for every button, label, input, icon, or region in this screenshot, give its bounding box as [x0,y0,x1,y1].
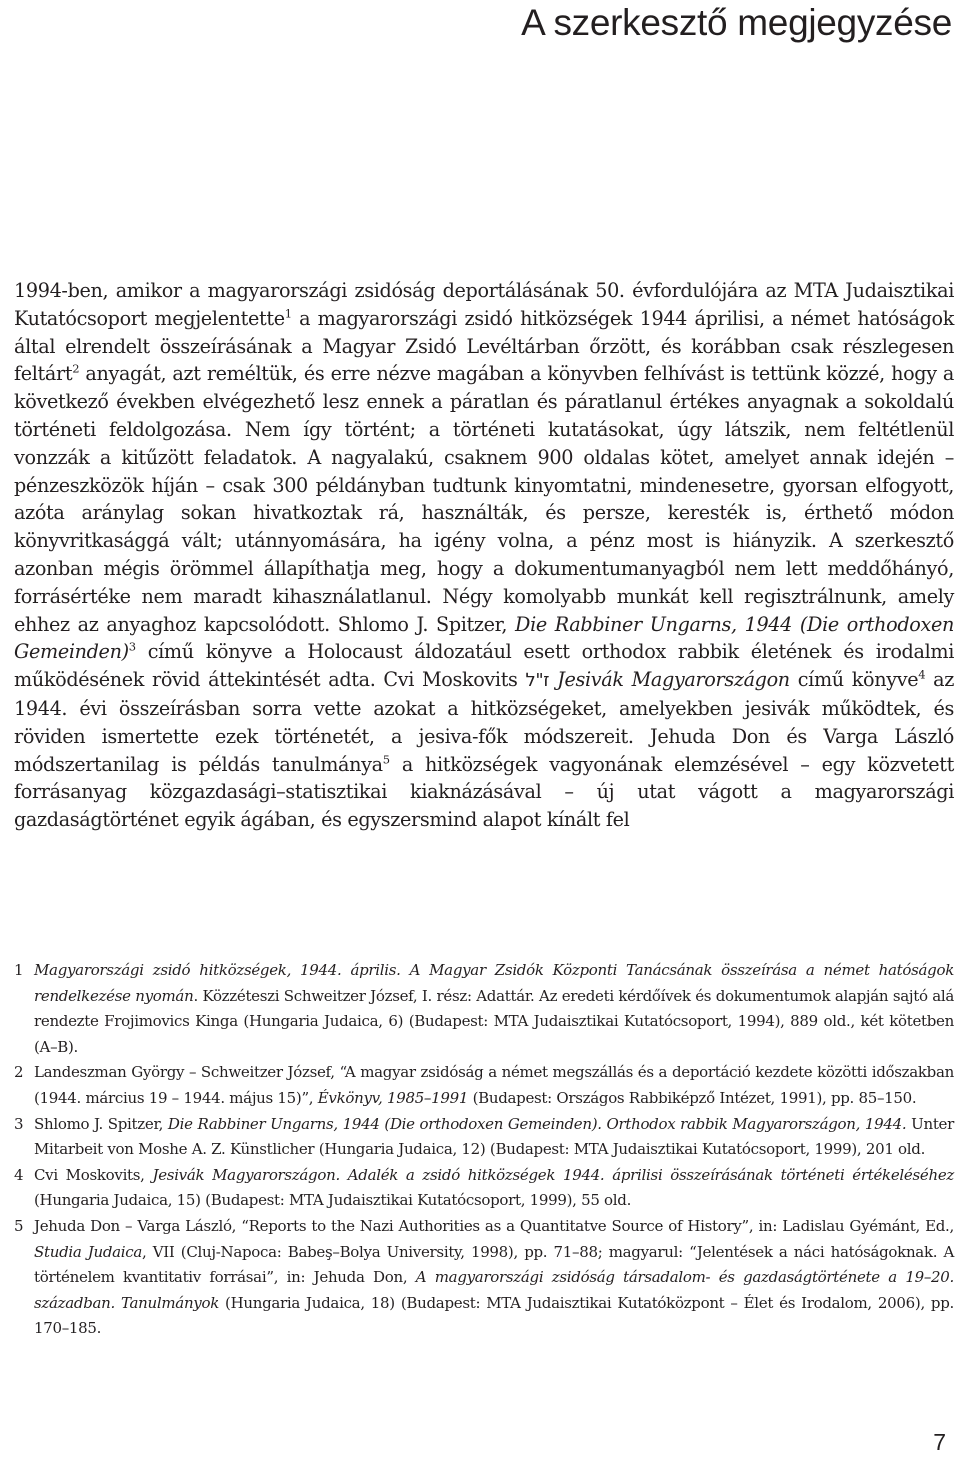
footnote-text: . Közzéteszi Schweitzer József, I. rész: Adattár. Az eredeti kérdőívek és dokumentumok alapján sajtó alá rendezte Frojimovics Kinga (Hungaria Judaica, 6) (Budapest: MTA Judaisztikai Kutatócsoport, 1994), 889 old., két kötetben (A–B). [34,986,954,1056]
footnote-number: 5 [14,1216,24,1235]
body-text-segment: című könyve a Holocaust áldozatául esett orthodox rabbik életének és irodalmi működésének rövid áttekintését adta. Cvi Moskovits [14,640,954,692]
footnote-italic: Jesivák Magyarországon. Adalék a zsidó hitközségek 1944. áprilisi összeírásának történeti értékeléséhez [152,1165,954,1184]
footnote-text: (Hungaria Judaica, 18) (Budapest: MTA Judaisztikai Kutatóközpont – Élet és Irodalom, 2006), pp. 170–185. [34,1293,954,1338]
footnote [14,958,954,1060]
footnote-ref[interactable]: 2 [72,362,80,376]
footnote-text: (Budapest: Országos Rabbiképző Intézet, 1991), pp. 85–150. [468,1088,917,1107]
footnote [14,1060,954,1111]
footnote-number: 1 [14,961,24,979]
footnote-ref[interactable]: 5 [382,752,390,767]
footnote-text: , VII (Cluj-Napoca: Babeş–Bolya University, 1998), pp. 71–88; magyarul: “Jelentések a náci hatóságoknak. A történelem kvantitativ forrásai”, in: Jehuda Don, [34,1242,954,1287]
footnote [14,1163,954,1214]
book-title: Jesivák Magyarországon [557,668,790,692]
footnote [14,1214,954,1342]
footnote-text: Shlomo J. Spitzer, [34,1114,168,1133]
footnote-text: Cvi Moskovits, [34,1165,153,1184]
body-text-segment: anyagát, azt reméltük, és erre nézve magában a könyvben felhívást is tettünk közzé, hogy a következő években elvégezhető lesz ennek a páratlan és páratlanul értékes anyagnak a sokoldalú történeti feldolgozása. Nem így történt; a történeti kutatásokat, úgy látszik, nem feltétlenül vonzzák a kitűzött feladatok. A nagyalakú, csaknem 900 oldalas kötet, amelyet annak idején – pénzeszközök híján – csak 300 példányban tudtunk kinyomtatni, mindenesetre, gyorsan elfogyott, azóta aránylag sokan hivatkoztak rá, használták, és persze, keresték is, érthető módon könyvritkasággá vált; utánnyomására, ha igény volna, a pénz most is hiányzik. A szerkesztő azonban mégis örömmel állapíthatja meg, hogy a dokumentumanyagból nem lett meddőhányó, forrásértéke nem maradt kihasználatlanul. Négy komolyabb munkát kell regisztrálnunk, amely ehhez az anyaghoz kapcsolódott. Shlomo J. Spitzer, [14,362,954,636]
body-text-segment: a hitközségek vagyonának elemzésével – egy közvetett forrásanyag közgazdasági–statisztikai kiaknázásával – új utat vágott a magyarországi gazdaságtörténet egyik ágában, és egyszersmind alapot kínált fel [14,752,954,832]
body-text-segment: 1994-ben, amikor a magyarországi zsidóság deportálásának 50. évfordulójára az MTA Judaisztikai Kutatócsoport megjelentette [14,279,954,330]
hebrew-abbreviation: ז"ל [525,670,550,692]
footnote-text: Landeszman György – Schweitzer József, “A magyar zsidóság a német megszállás és a deportáció kezdete közötti időszakban (1944. március 19 – 1944. május 15)”, [34,1063,954,1107]
footnote-number: 2 [14,1063,24,1082]
body-text-segment: a magyarországi zsidó hitközségek 1944 áprilisi, a német hatóságok által elrendelt összeírásának a Magyar Zsidó Levéltárban őrzött, és korábban csak részlegesen feltárt [14,306,954,386]
book-title: Die Rabbiner Ungarns, 1944 (Die orthodoxen Gemeinden) [14,612,954,664]
body-paragraph [14,277,954,834]
footnote-number: 3 [14,1114,24,1133]
footnote-text: Jehuda Don – Varga László, “Reports to the Nazi Authorities as a Quantitatve Source of History”, in: Ladislau Gyémánt, Ed., [34,1216,954,1235]
footnote-italic: Die Rabbiner Ungarns, 1944 (Die orthodoxen Gemeinden). Orthodox rabbik Magyarországon, 1944. [167,1114,907,1133]
footnote-italic: A magyarországi zsidóság társadalom- és gazdaságtörténete a 19–20. században. Tanulmányok [34,1268,954,1312]
page-title: A szerkesztő megjegyzése [521,2,952,43]
body-text-segment: című könyve [789,668,919,692]
body-text-segment: az 1944. évi összeírásban sorra vette azokat a hitközségeket, amelyekben jesivák működtek, és röviden ismertette ezek történetét, a jesiva-fők módszereit. Jehuda Don és Varga László módszertanilag is példás tanulmánya [14,668,954,776]
footnote [14,1112,954,1163]
footnote-ref[interactable]: 1 [284,306,292,321]
footnote-text: Unter Mitarbeit von Moshe A. Z. Künstlicher (Hungaria Judaica, 12) (Budapest: MTA Judaisztikai Kutatócsoport, 1999), 201 old. [34,1114,954,1159]
body-text-segment [549,668,557,691]
footnote-ref[interactable]: 4 [918,667,926,682]
footnote-italic: Magyarországi zsidó hitközségek, 1944. április. A Magyar Zsidók Központi Tanácsának összeírása a német hatóságok rendelkezése nyomán [34,961,954,1005]
footnote-number: 4 [14,1165,24,1184]
footnote-italic: Studia Judaica [34,1242,143,1261]
footnotes [14,958,954,1342]
footnote-text: (Hungaria Judaica, 15) (Budapest: MTA Judaisztikai Kutatócsoport, 1999), 55 old. [34,1191,632,1210]
footnote-ref[interactable]: 3 [128,639,136,654]
page-number: 7 [933,1429,946,1455]
footnote-italic: Évkönyv, 1985–1991 [317,1088,469,1107]
